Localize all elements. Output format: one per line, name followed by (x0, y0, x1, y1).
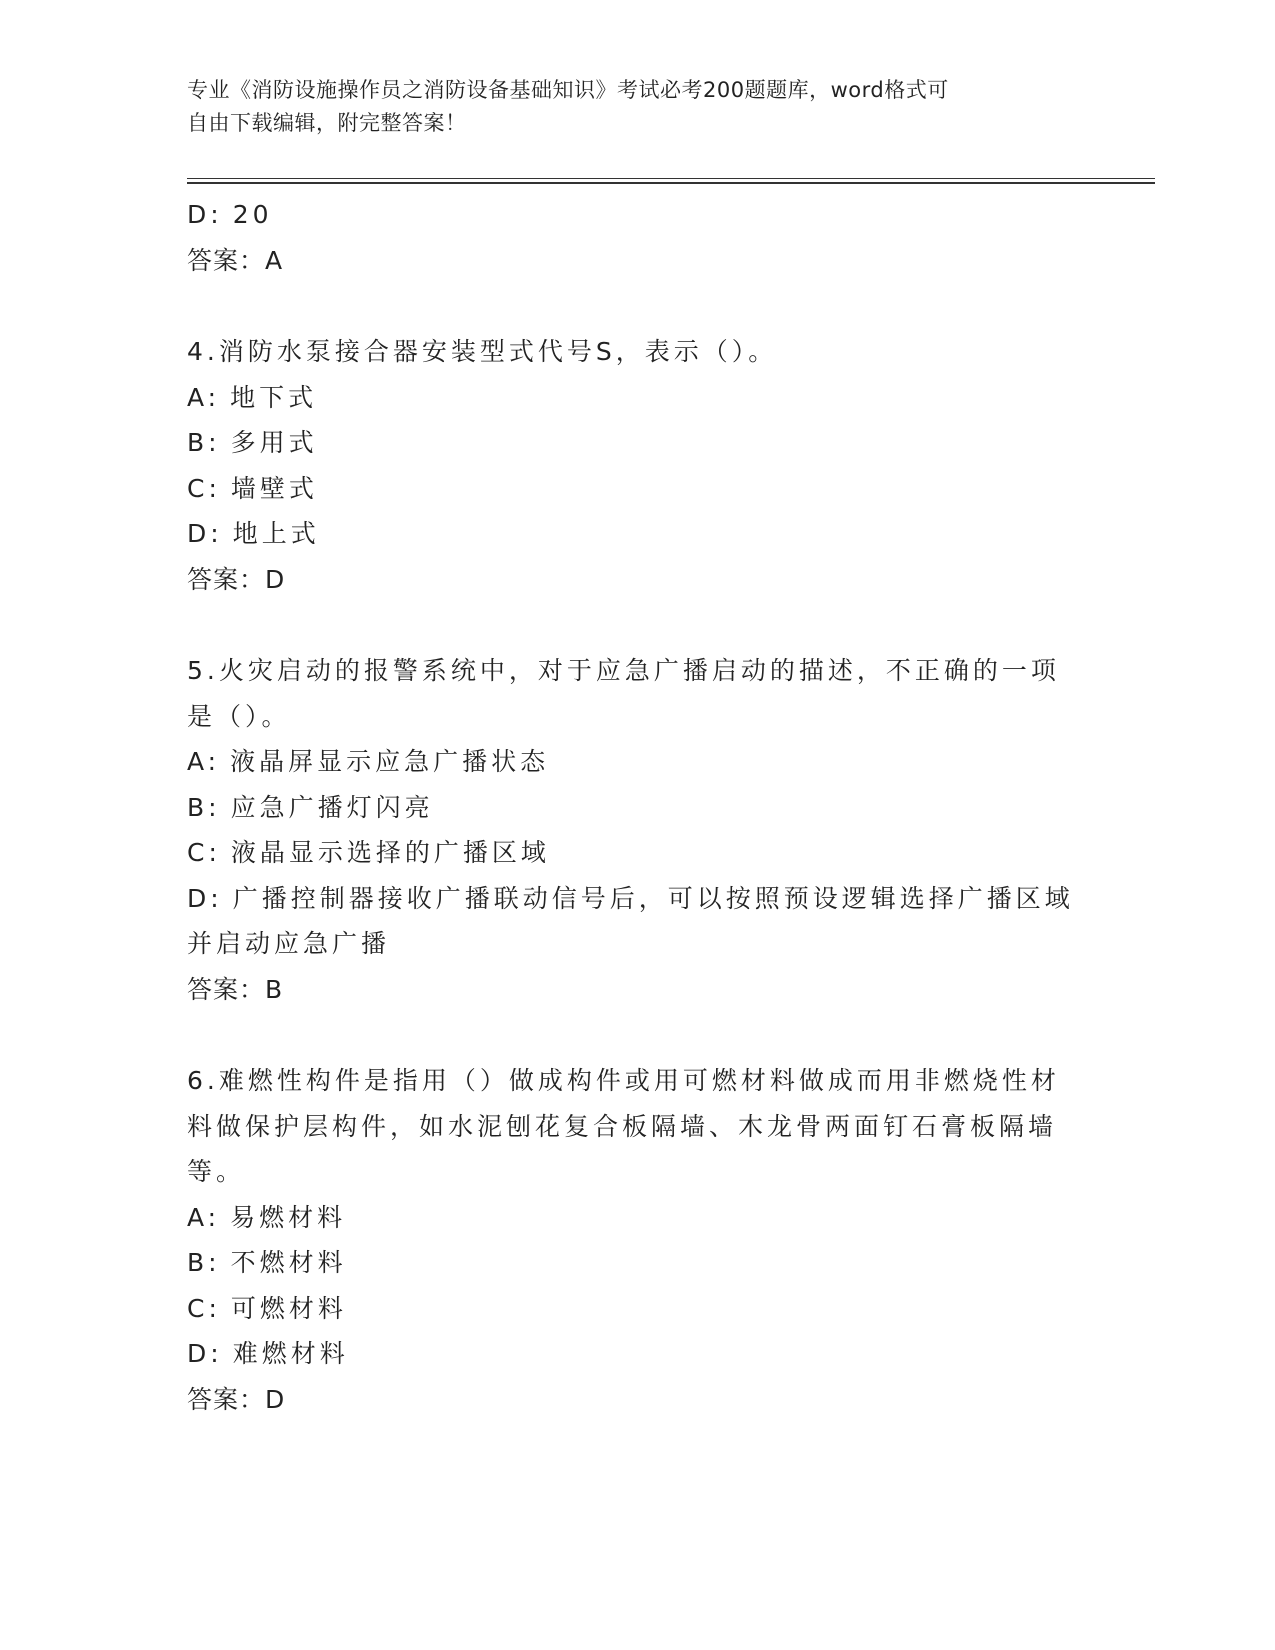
option-text: 不燃材料 (230, 1248, 347, 1277)
option-key: A: (187, 382, 221, 412)
question-4 (187, 329, 1087, 602)
question-text-line-1: 6.难燃性构件是指用（）做成构件或用可燃材料做成而用非燃烧性材 (187, 1066, 1060, 1095)
header-line-1: 专业《消防设施操作员之消防设备基础知识》考试必考200题题库，word格式可 (187, 78, 949, 102)
option-text: 墙壁式 (230, 473, 318, 503)
option-text: 地下式 (230, 382, 318, 412)
option-text: 20 (232, 200, 273, 229)
answer-line: 答案：D (187, 564, 286, 594)
option-key: C: (187, 473, 221, 503)
option-key: A: (187, 747, 221, 776)
answer-line: 答案：D (187, 1384, 286, 1414)
question-5 (187, 648, 1087, 1012)
option-text: 可燃材料 (230, 1293, 347, 1323)
question-spacer (187, 283, 1087, 329)
option-d (187, 511, 1087, 557)
question-text-line-2: 是（）。 (187, 701, 291, 731)
option-text: 多用式 (230, 428, 318, 457)
option-a (187, 739, 1087, 785)
header-line-2: 自由下载编辑，附完整答案！ (187, 111, 467, 135)
option-d (187, 192, 1087, 238)
question-spacer (187, 602, 1087, 648)
option-text: 地上式 (232, 519, 320, 548)
question-text: 4.消防水泵接合器安装型式代号S，表示（）。 (187, 337, 778, 366)
option-key: B: (187, 428, 221, 457)
option-c (187, 1286, 1087, 1332)
option-text: 易燃材料 (230, 1202, 347, 1232)
option-key: C: (187, 838, 221, 867)
option-a (187, 1195, 1087, 1241)
document-body (187, 192, 1087, 1422)
answer-line: 答案：A (187, 245, 284, 275)
option-b (187, 420, 1087, 466)
option-b (187, 1240, 1087, 1286)
option-c (187, 830, 1087, 876)
option-text: 液晶显示选择的广播区域 (230, 838, 550, 867)
option-a (187, 375, 1087, 421)
header-divider-thick (187, 182, 1155, 184)
question-text-line-1: 5.火灾启动的报警系统中，对于应急广播启动的描述，不正确的一项 (187, 656, 1060, 685)
question-spacer (187, 1012, 1087, 1058)
option-key: D: (187, 519, 223, 548)
option-b (187, 785, 1087, 831)
option-c (187, 466, 1087, 512)
option-key: B: (187, 792, 221, 822)
question-3-tail (187, 192, 1087, 283)
option-text: 难燃材料 (232, 1339, 349, 1368)
option-d (187, 1331, 1087, 1377)
question-text-line-3: 等。 (187, 1157, 246, 1186)
header-divider-thin (187, 178, 1155, 179)
option-text: 液晶屏显示应急广播状态 (230, 747, 550, 776)
option-text: 应急广播灯闪亮 (230, 792, 434, 822)
option-d (187, 876, 1087, 922)
option-key: C: (187, 1293, 221, 1323)
option-text: 广播控制器接收广播联动信号后，可以按照预设逻辑选择广播区域 (232, 883, 1074, 913)
answer-line: 答案：B (187, 974, 284, 1004)
question-6 (187, 1058, 1087, 1422)
document-header (187, 74, 1087, 140)
option-key: D: (187, 883, 223, 913)
option-key: D: (187, 1339, 223, 1368)
option-key: D: (187, 200, 223, 229)
option-key: B: (187, 1248, 221, 1277)
option-key: A: (187, 1202, 221, 1232)
question-text-line-2: 料做保护层构件，如水泥刨花复合板隔墙、木龙骨两面钉石膏板隔墙 (187, 1111, 1058, 1141)
option-d-continuation: 并启动应急广播 (187, 929, 391, 958)
